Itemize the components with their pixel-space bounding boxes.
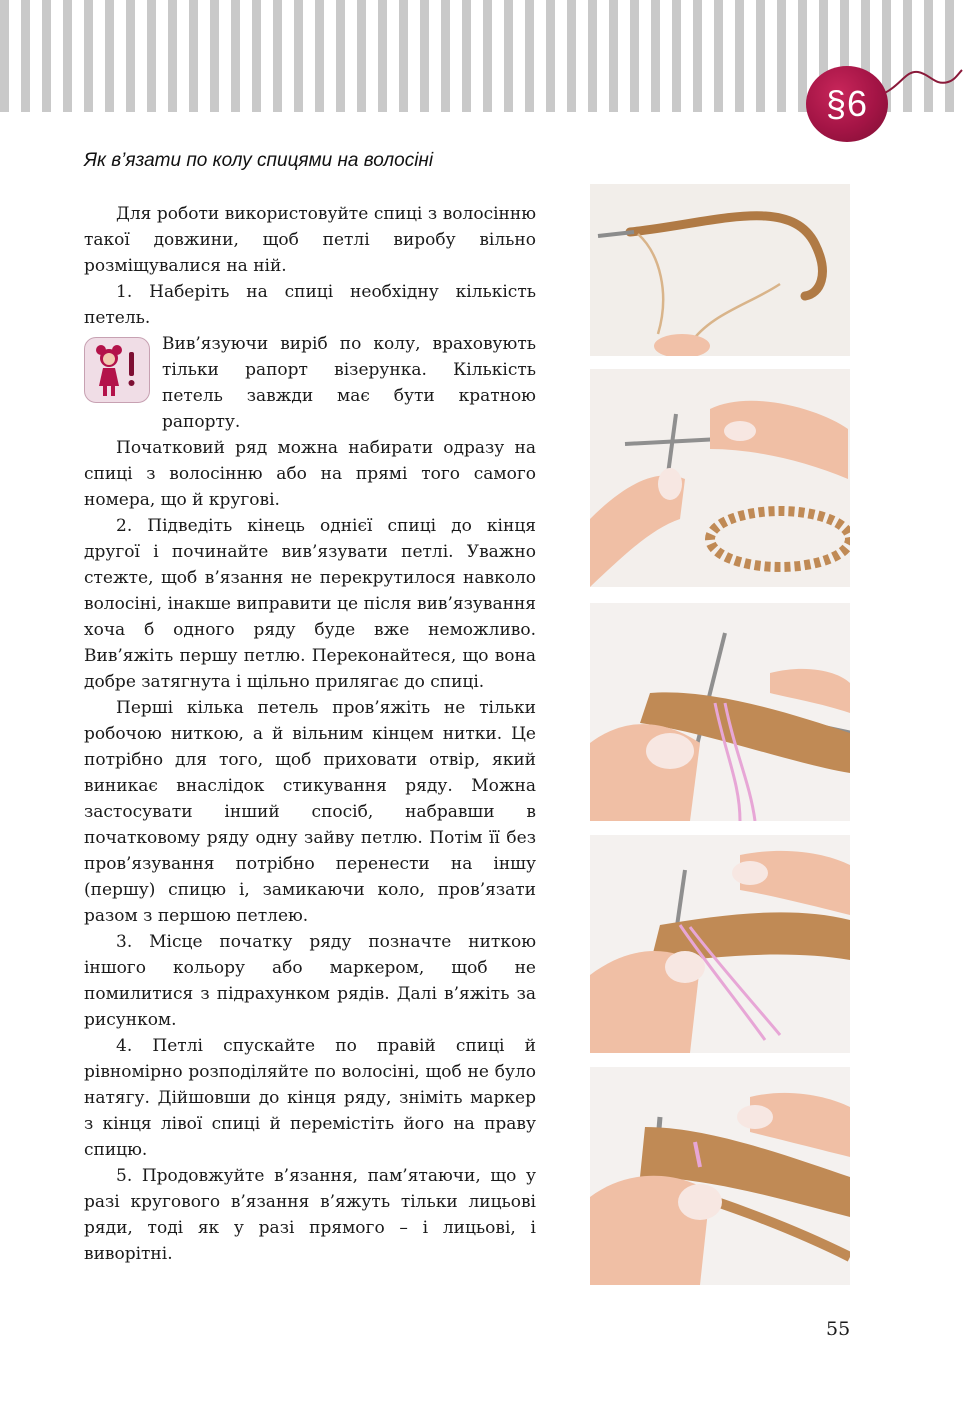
paragraph: Перші кілька петель пров’яжіть не тільки робочою ниткою, а й вільним кінцем нитки. Це потрібно для того, щоб приховати отвір, який виникає внаслідок стикування ряду. Можна застосувати інший спосіб, набравши в початковому ряду одну зайву петлю. Потім її без пров’язування потрібно перенести на іншу (першу) спицю і, замикаючи коло, пров’язати разом з першою петлею. bbox=[84, 698, 536, 926]
paragraph: 4. Петлі спускайте по правій спиці й рівномірно розподіляйте по волосіні, щоб не було натягу. Дійшовши до кінця ряду, зніміть маркер з кінця лівої спиці й перемістіть його на праву спицю. bbox=[84, 1036, 536, 1160]
photo-first-stitch bbox=[590, 603, 850, 821]
note-text: Вив’язуючи виріб по колу, враховують тільки рапорт візерунка. Кількість петель завжди має бути кратною рапорту. bbox=[162, 334, 536, 432]
paragraph: 5. Продовжуйте в’язання, пам’ятаючи, що у разі кругового в’язання в’яжуть тільки лицьові ряди, тоді як у разі прямого – і лицьові, і виворітні. bbox=[84, 1166, 536, 1264]
paragraph: Для роботи використовуйте спиці з волосінню такої довжини, щоб петлі виробу вільно розміщувалися на ній. bbox=[84, 204, 536, 276]
section-badge: §6 bbox=[806, 66, 888, 142]
intro-text bbox=[84, 201, 536, 331]
section-subtitle: Як в’язати по колу спицями на волосіні bbox=[84, 150, 434, 171]
photo-joining-needles bbox=[590, 369, 850, 587]
paragraph: 3. Місце початку ряду позначте ниткою іншого кольору або маркером, щоб не помилитися з підрахунком рядів. Далі в’яжіть за рисунком. bbox=[84, 932, 536, 1030]
paragraph: 1. Наберіть на спиці необхідну кількість петель. bbox=[84, 282, 536, 328]
photo-circular-needle bbox=[590, 184, 850, 356]
paragraph: Початковий ряд можна набирати одразу на спиці з волосінню або на прямі того самого номера, що й кругові. bbox=[84, 438, 536, 510]
attention-girl-icon bbox=[84, 337, 150, 403]
main-text bbox=[84, 435, 536, 1267]
photo-moving-marker bbox=[590, 1067, 850, 1285]
paragraph: 2. Підведіть кінець однієї спиці до кінця другої і починайте вив’язувати петлі. Уважно стежте, щоб в’язання не перекрутилося навколо волосіні, інакше виправити це після вив’язування хоча б одного ряду буде вже неможливо. Вив’яжіть першу петлю. Переконайтеся, що вона добре затягнута і щільно прилягає до спиці. bbox=[84, 516, 536, 692]
page-number: 55 bbox=[826, 1318, 851, 1340]
photo-marker-thread bbox=[590, 835, 850, 1053]
